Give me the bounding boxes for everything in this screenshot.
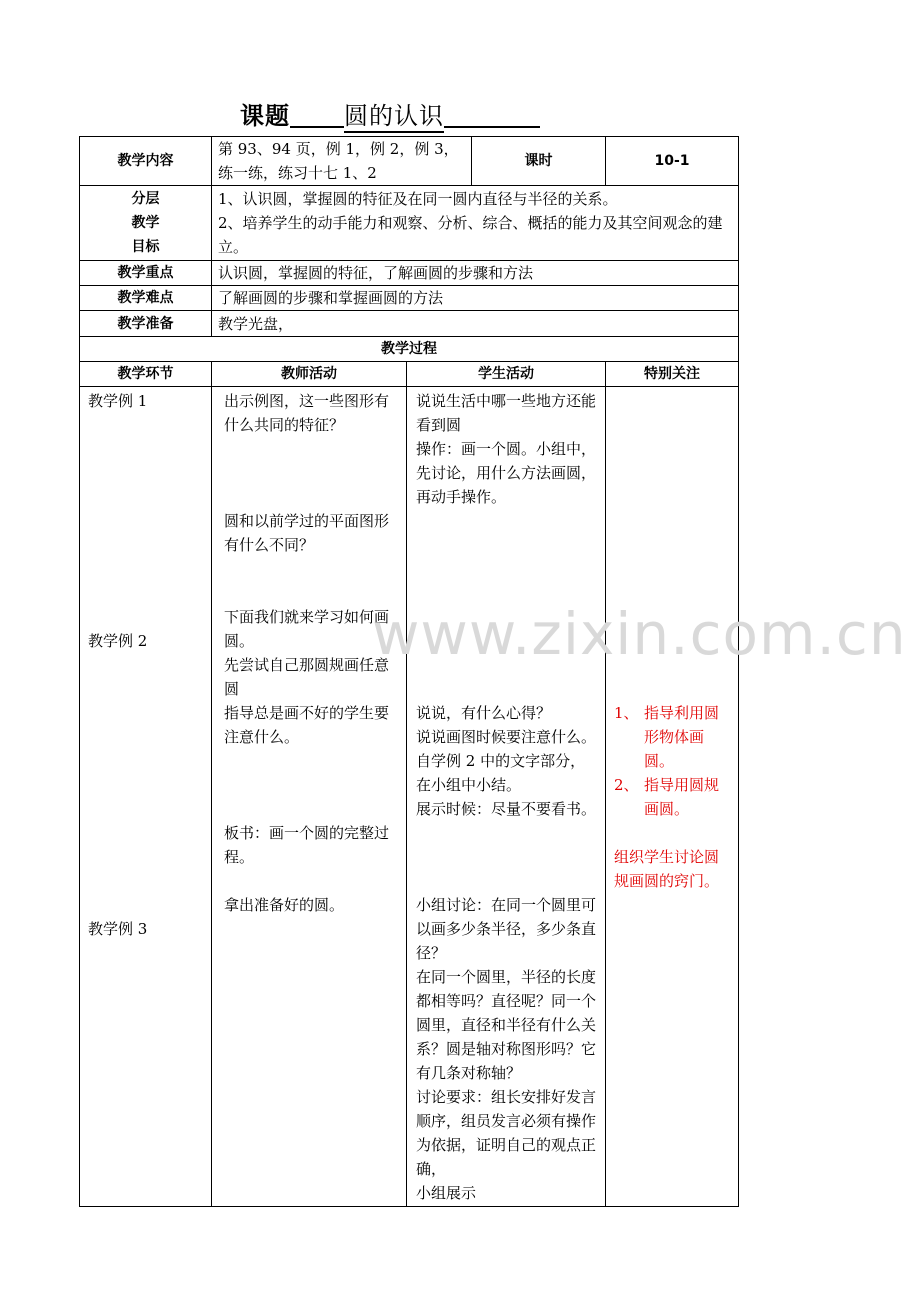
column-header-student: 学生活动 — [407, 362, 606, 387]
document-title — [240, 96, 540, 133]
teacher-activity: 圆和以前学过的平面图形有什么不同？ — [224, 512, 390, 554]
title-topic: 圆的认识 — [344, 96, 444, 133]
header-row — [80, 137, 739, 186]
key-point-row — [80, 261, 739, 286]
goal-item: 1、认识圆，掌握圆的特征及在同一圆内直径与半径的关系。 — [218, 190, 618, 208]
student-activity: 说说画图时候要注意什么。 — [416, 728, 597, 746]
special-note: 组织学生讨论圆规画圆的窍门。 — [614, 848, 720, 890]
teacher-activity: 先尝试自己那圆规画任意圆 — [224, 656, 390, 698]
goals-label — [80, 186, 212, 261]
goals-label-line-1: 分层 — [131, 191, 160, 207]
difficulty-value: 了解画圆的步骤和掌握画圆的方法 — [212, 286, 739, 311]
goals-label-line-2: 教学 — [131, 215, 160, 231]
student-activity: 说说，有什么心得？ — [416, 704, 552, 722]
period-label: 课时 — [472, 137, 606, 186]
content-value: 第 93、94 页，例 1，例 2，例 3，练一练，练习十七 1、2 — [212, 137, 472, 186]
special-item-text: 指导利用圆形物体画圆。 — [644, 704, 720, 770]
special-item — [614, 773, 732, 821]
prep-value: 教学光盘， — [212, 311, 739, 337]
student-activity: 自学例 2 中的文字部分，在小组中小结。 — [416, 752, 586, 794]
student-activity: 小组展示 — [416, 1184, 477, 1202]
student-activity: 在同一个圆里，半径的长度都相等吗？直径呢？同一个圆里，直径和半径有什么关系？圆是轴对称图形吗？它有几条对称轴？ — [416, 968, 597, 1082]
watermark: www.zixin.com.cn — [372, 600, 907, 668]
column-header-step: 教学环节 — [80, 362, 212, 387]
step-3: 教学例 3 — [88, 920, 148, 938]
teacher-activity: 出示例图，这一些图形有什么共同的特征？ — [224, 392, 390, 434]
process-body-row — [80, 387, 739, 1207]
special-item-number: 1、 — [614, 704, 639, 722]
content-label: 教学内容 — [80, 137, 212, 186]
special-list — [614, 701, 732, 821]
column-header-teacher: 教师活动 — [212, 362, 407, 387]
lesson-plan-table — [79, 136, 739, 1207]
student-activity: 小组讨论：在同一个圆里可以画多少条半径，多少条直径？ — [416, 896, 597, 962]
column-header-row — [80, 362, 739, 387]
process-title: 教学过程 — [80, 337, 739, 362]
title-underline-tail — [444, 104, 540, 128]
prep-row — [80, 311, 739, 337]
student-activity: 说说生活中哪一些地方还能看到圆 — [416, 392, 597, 434]
difficulty-row — [80, 286, 739, 311]
title-label: 课题 — [240, 102, 290, 130]
step-1: 教学例 1 — [88, 392, 148, 410]
key-point-label: 教学重点 — [80, 261, 212, 286]
teacher-activity: 指导总是画不好的学生要注意什么。 — [224, 704, 390, 746]
title-underline-gap — [290, 104, 344, 128]
special-item — [614, 701, 732, 773]
key-point-value: 认识圆，掌握圆的特征，了解画圆的步骤和方法 — [212, 261, 739, 286]
teacher-cell — [212, 387, 407, 1207]
student-cell — [407, 387, 606, 1207]
step-2: 教学例 2 — [88, 632, 148, 650]
special-cell — [606, 387, 739, 1207]
goals-label-line-3: 目标 — [131, 239, 160, 255]
column-header-special: 特别关注 — [606, 362, 739, 387]
goal-item: 2、培养学生的动手能力和观察、分析、综合、概括的能力及其空间观念的建立。 — [218, 214, 723, 256]
prep-label: 教学准备 — [80, 311, 212, 337]
special-item-text: 指导用圆规画圆。 — [644, 776, 720, 818]
student-activity: 操作：画一个圆。小组中，先讨论，用什么方法画圆，再动手操作。 — [416, 440, 597, 506]
teacher-activity: 板书：画一个圆的完整过程。 — [224, 824, 390, 866]
goals-value — [212, 186, 739, 261]
period-value: 10-1 — [606, 137, 739, 186]
teacher-activity: 下面我们就来学习如何画圆。 — [224, 608, 390, 650]
goals-row — [80, 186, 739, 261]
student-activity: 讨论要求：组长安排好发言顺序，组员发言必须有操作为依据，证明自己的观点正确， — [416, 1088, 597, 1178]
difficulty-label: 教学难点 — [80, 286, 212, 311]
process-title-row — [80, 337, 739, 362]
special-item-number: 2、 — [614, 776, 639, 794]
student-activity: 展示时候：尽量不要看书。 — [416, 800, 597, 818]
steps-cell — [80, 387, 212, 1207]
teacher-activity: 拿出准备好的圆。 — [224, 896, 345, 914]
